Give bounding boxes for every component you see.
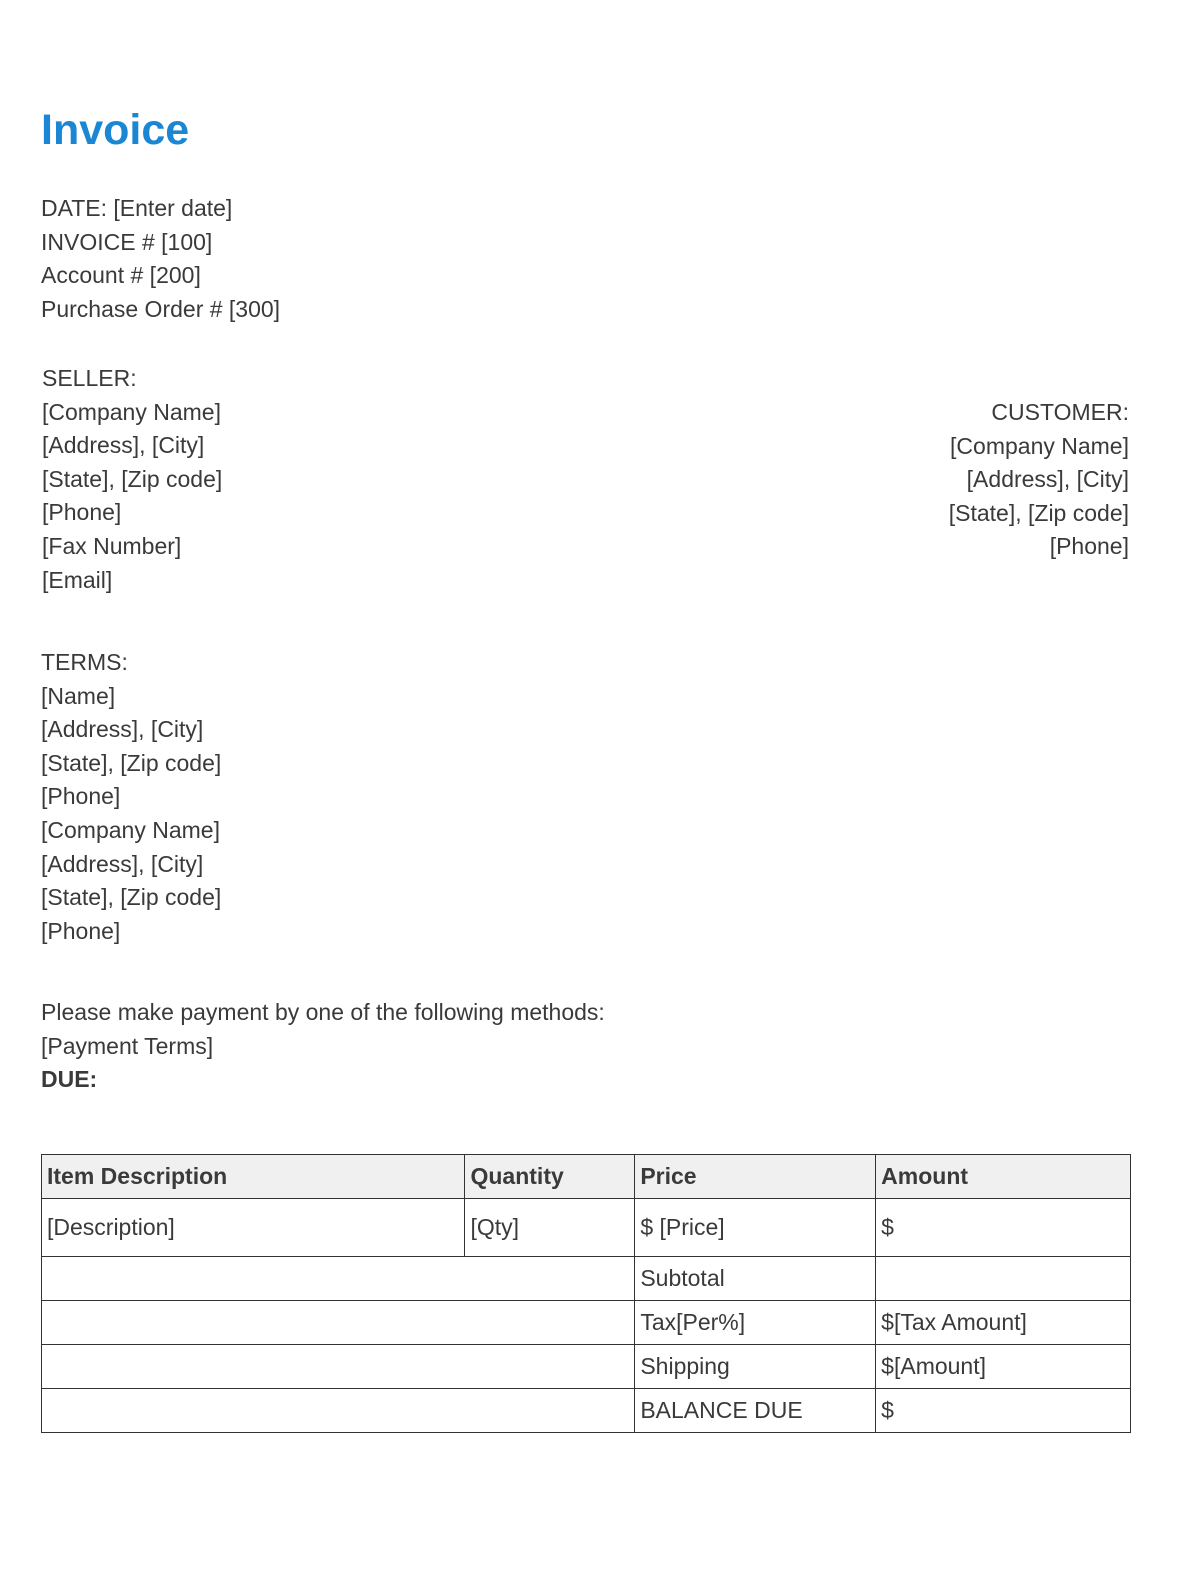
customer-heading: CUSTOMER: (991, 399, 1129, 425)
terms-state-zip-1: [State], [Zip code] (41, 749, 222, 776)
seller-block (42, 362, 222, 597)
header-quantity: Quantity (465, 1155, 635, 1199)
balance-due-label: BALANCE DUE (635, 1389, 876, 1433)
seller-address: [Address], [City] (42, 432, 205, 459)
table-header-row (42, 1155, 1131, 1199)
account-number-line: Account # [200] (41, 262, 201, 289)
table-row (42, 1199, 1131, 1257)
tax-empty-cell (42, 1301, 635, 1345)
seller-phone: [Phone] (42, 499, 122, 526)
customer-state-zip: [State], [Zip code] (948, 499, 1129, 526)
seller-heading: SELLER: (42, 365, 137, 391)
subtotal-empty-cell (42, 1257, 635, 1301)
balance-due-row (42, 1389, 1131, 1433)
subtotal-label: Subtotal (635, 1257, 876, 1301)
invoice-items-table (41, 1154, 1131, 1433)
header-amount: Amount (876, 1155, 1131, 1199)
payment-terms: [Payment Terms] (41, 1032, 214, 1059)
balance-due-value: $ (876, 1389, 1131, 1433)
date-line: DATE: [Enter date] (41, 195, 233, 221)
terms-block (41, 646, 221, 948)
terms-state-zip-2: [State], [Zip code] (41, 884, 222, 911)
subtotal-row (42, 1257, 1131, 1301)
tax-label: Tax[Per%] (635, 1301, 876, 1345)
due-label: DUE: (41, 1066, 98, 1093)
shipping-empty-cell (42, 1345, 635, 1389)
item-quantity: [Qty] (465, 1199, 635, 1257)
terms-phone-1: [Phone] (41, 783, 121, 810)
terms-phone-2: [Phone] (41, 917, 121, 944)
seller-company: [Company Name] (42, 398, 221, 425)
item-description: [Description] (42, 1199, 465, 1257)
invoice-title: Invoice (41, 106, 190, 154)
terms-address-2: [Address], [City] (41, 850, 204, 877)
item-amount: $ (876, 1199, 1131, 1257)
terms-company: [Company Name] (41, 816, 220, 843)
customer-address: [Address], [City] (966, 466, 1129, 493)
customer-company: [Company Name] (950, 432, 1129, 459)
customer-phone: [Phone] (1049, 533, 1129, 560)
seller-fax: [Fax Number] (42, 532, 182, 559)
tax-value: $[Tax Amount] (876, 1301, 1131, 1345)
payment-instruction: Please make payment by one of the following methods: (41, 999, 605, 1025)
balance-empty-cell (42, 1389, 635, 1433)
shipping-value: $[Amount] (876, 1345, 1131, 1389)
shipping-label: Shipping (635, 1345, 876, 1389)
seller-state-zip: [State], [Zip code] (42, 465, 223, 492)
shipping-row (42, 1345, 1131, 1389)
purchase-order-line: Purchase Order # [300] (41, 295, 281, 322)
terms-heading: TERMS: (41, 649, 128, 675)
header-item-description: Item Description (42, 1155, 465, 1199)
subtotal-value (876, 1257, 1131, 1301)
header-price: Price (635, 1155, 876, 1199)
terms-address-1: [Address], [City] (41, 716, 204, 743)
tax-row (42, 1301, 1131, 1345)
invoice-meta (41, 192, 280, 326)
item-price: $ [Price] (635, 1199, 876, 1257)
terms-name: [Name] (41, 682, 116, 709)
payment-block (41, 996, 605, 1097)
seller-email: [Email] (42, 566, 113, 593)
invoice-number-line: INVOICE # [100] (41, 228, 213, 255)
customer-block (949, 396, 1129, 564)
